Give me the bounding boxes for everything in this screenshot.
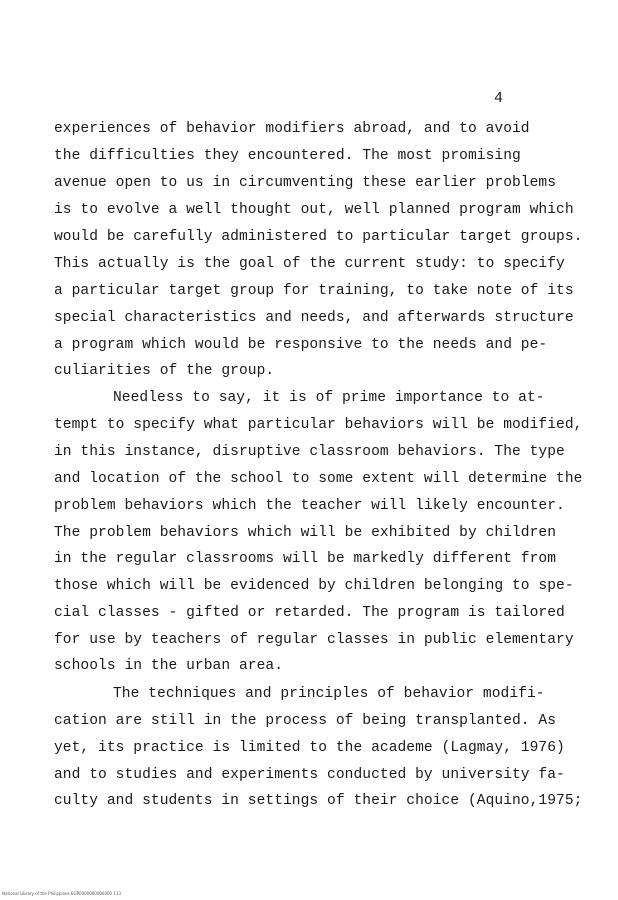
text-line: Needless to say, it is of prime importance to at- [113, 390, 545, 406]
text-line: for use by teachers of regular classes in public elementary [54, 632, 574, 648]
text-line: in the regular classrooms will be markedly different from [54, 551, 557, 567]
text-line: is to evolve a well thought out, well planned program which [54, 202, 574, 218]
text-line: The techniques and principles of behavior modifi- [113, 686, 545, 702]
text-line: culty and students in settings of their choice (Aquino,1975; [54, 793, 583, 809]
text-line: The problem behaviors which will be exhibited by children [54, 525, 557, 541]
text-line: yet, its practice is limited to the academe (Lagmay, 1976) [54, 740, 565, 756]
text-line: those which will be evidenced by children belonging to spe- [54, 578, 574, 594]
text-line: would be carefully administered to particular target groups. [54, 229, 583, 245]
text-line: the difficulties they encountered. The most promising [54, 148, 521, 164]
text-line: avenue open to us in circumventing these earlier problems [54, 175, 557, 191]
text-line: experiences of behavior modifiers abroad, and to avoid [54, 121, 530, 137]
text-line: tempt to specify what particular behaviors will be modified, [54, 417, 583, 433]
text-line: a program which would be responsive to the needs and pe- [54, 337, 548, 353]
text-line: cation are still in the process of being transplanted. As [54, 713, 557, 729]
text-line: This actually is the goal of the current study: to specify [54, 256, 565, 272]
text-line: in this instance, disruptive classroom behaviors. The type [54, 444, 565, 460]
page-number: 4 [494, 90, 504, 107]
text-line: a particular target group for training, to take note of its [54, 283, 574, 299]
text-line: cial classes - gifted or retarded. The program is tailored [54, 605, 565, 621]
text-line: problem behaviors which the teacher will likely encounter. [54, 498, 565, 514]
text-line: and to studies and experiments conducted by university fa- [54, 767, 565, 783]
text-line: schools in the urban area. [54, 658, 283, 674]
footer-stamp: National Library of the Philippines EGP0000000000000 113 [2, 891, 122, 896]
text-line: special characteristics and needs, and afterwards structure [54, 310, 574, 326]
text-line: culiarities of the group. [54, 363, 275, 379]
text-line: and location of the school to some extent will determine the [54, 471, 583, 487]
